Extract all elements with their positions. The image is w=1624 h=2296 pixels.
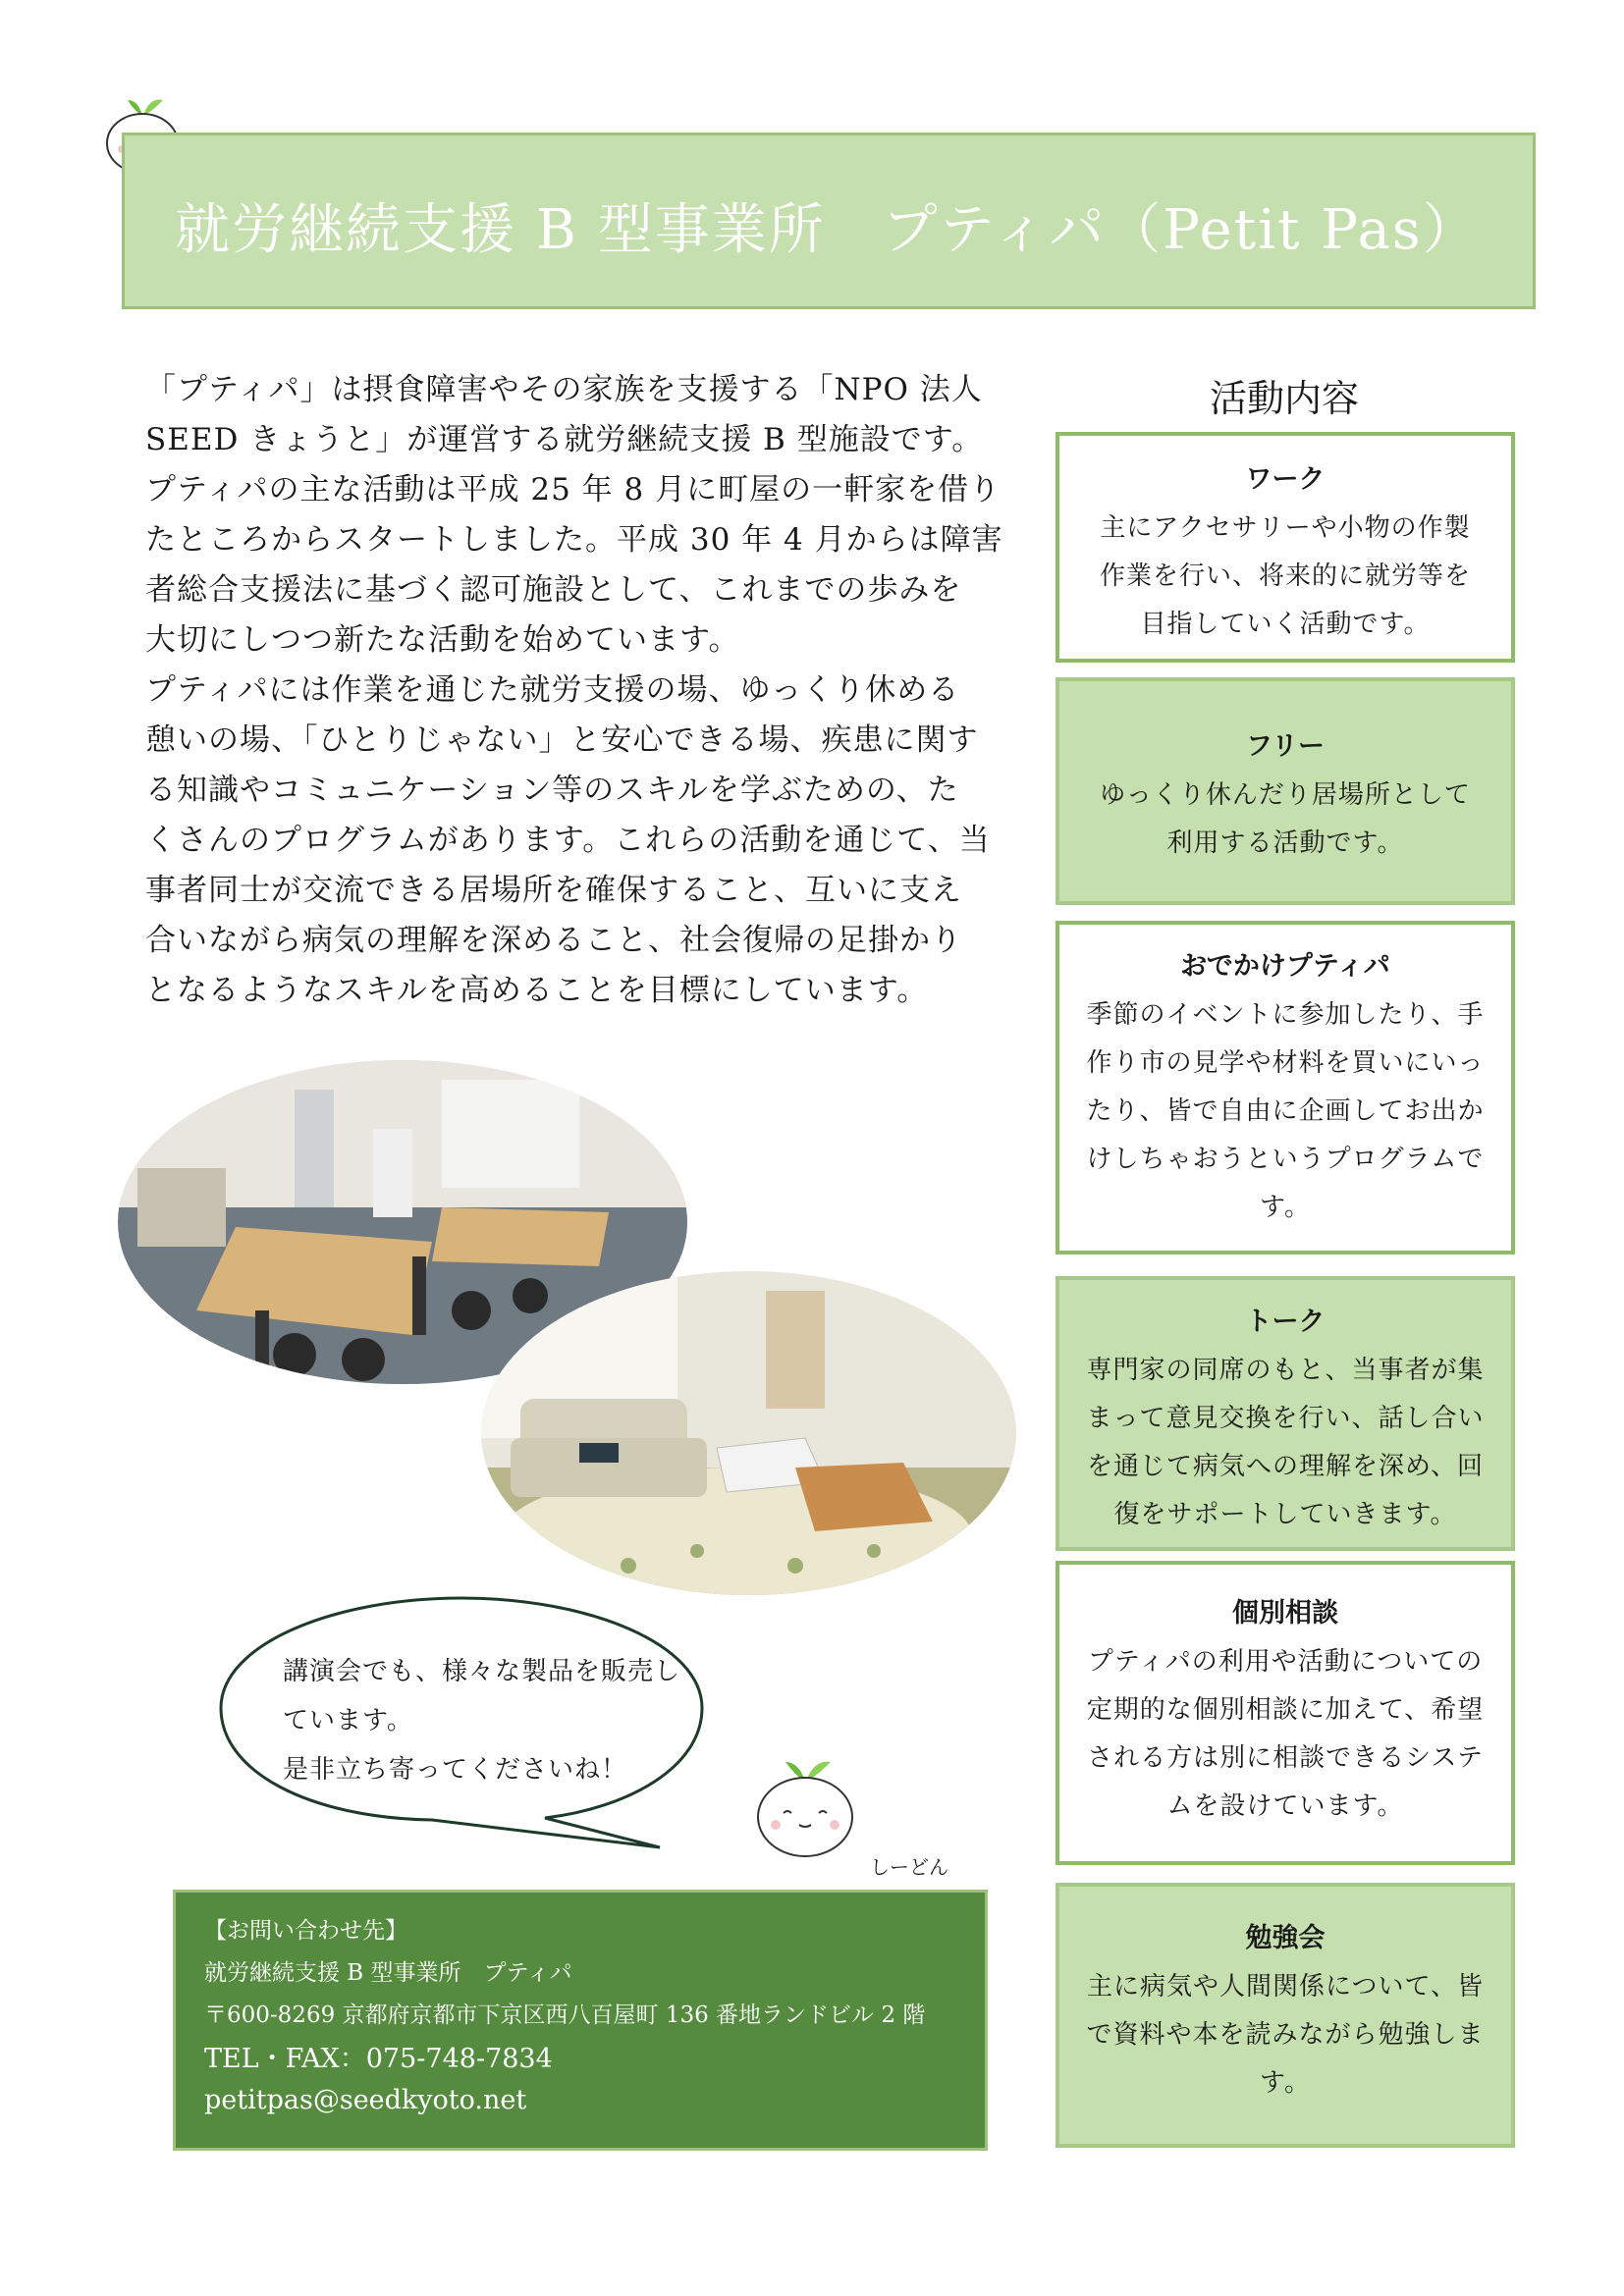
- intro-line: 大切にしつつ新たな活動を始めています。: [145, 622, 740, 658]
- contact-heading: 【お問い合わせ先】: [204, 1918, 407, 1944]
- intro-line: 「プティパ」は摂食障害やその家族を支援する「NPO 法人: [145, 372, 983, 407]
- activity-desc: 主に病気や人間関係について、皆: [1087, 1972, 1484, 2002]
- speech-line: 是非立ち寄ってくださいね！: [283, 1755, 628, 1785]
- speech-line: ています。: [283, 1706, 413, 1735]
- activity-desc: 定期的な個別相談に加えて、希望: [1086, 1695, 1485, 1725]
- activity-outing: [1056, 921, 1515, 1255]
- activity-talk: [1056, 1276, 1515, 1551]
- intro-line: SEED きょうと」が運営する就労継続支援 B 型施設です。: [145, 422, 984, 457]
- activity-heading: 活動内容: [1209, 377, 1359, 420]
- activity-desc: 復をサポートしていきます。: [1113, 1500, 1457, 1529]
- activity-title: トーク: [1245, 1307, 1326, 1337]
- activity-title: 個別相談: [1232, 1598, 1338, 1629]
- intro-line: となるようなスキルを高めることを目標にしています。: [145, 973, 929, 1008]
- activity-desc: される方は別に相談できるシステ: [1087, 1743, 1484, 1773]
- intro-line: たところからスタートしました。平成 30 年 4 月からは障害: [145, 522, 1003, 558]
- intro-line: プティパの主な活動は平成 25 年 8 月に町屋の一軒家を借り: [145, 472, 1001, 507]
- contact-tel: TEL・FAX：075-748-7834: [204, 2044, 553, 2074]
- speech-text: [283, 1647, 680, 1794]
- contact-org: 就労継続支援 B 型事業所 プティパ: [204, 1960, 572, 1986]
- activity-desc: まって意見交換を行い、話し合い: [1086, 1404, 1485, 1433]
- activity-desc: けしちゃおうというプログラムで: [1086, 1145, 1485, 1174]
- mascot-name: しーどん: [870, 1855, 948, 1879]
- mascot-icon: [746, 1752, 864, 1860]
- lounge-photo: [481, 1271, 1016, 1595]
- activity-study: [1056, 1883, 1515, 2148]
- activity-desc: プティパの利用や活動についての: [1087, 1647, 1484, 1677]
- activity-desc: 目指していく活動です。: [1140, 610, 1431, 639]
- activity-work: [1056, 432, 1515, 663]
- contact-email[interactable]: petitpas@seedkyoto.net: [204, 2085, 527, 2115]
- activity-desc: 作り市の見学や材料を買いにいっ: [1086, 1048, 1485, 1078]
- activity-title: 勉強会: [1245, 1923, 1326, 1953]
- activity-title: おでかけプティパ: [1180, 951, 1390, 982]
- activity-desc: を通じて病気への理解を深め、回: [1087, 1452, 1484, 1481]
- intro-line: 者総合支援法に基づく認可施設として、これまでの歩みを: [145, 572, 962, 608]
- intro-line: くさんのプログラムがあります。これらの活動を通じて、当: [145, 823, 991, 858]
- activity-desc: ムを設けています。: [1166, 1791, 1404, 1821]
- activity-desc: たり、皆で自由に企画してお出か: [1086, 1096, 1485, 1126]
- intro-line: プティパには作業を通じた就労支援の場、ゆっくり休める: [145, 672, 960, 708]
- activity-title: フリー: [1246, 731, 1325, 762]
- activity-desc: す。: [1260, 2068, 1311, 2098]
- intro-line: る知識やコミュニケーション等のスキルを学ぶための、た: [145, 773, 959, 808]
- intro-line: 合いながら病気の理解を深めること、社会復帰の足掛かり: [145, 923, 962, 958]
- activity-desc: 専門家の同席のもと、当事者が集: [1086, 1356, 1485, 1385]
- activity-desc: で資料や本を読みながら勉強しま: [1086, 2020, 1485, 2050]
- activity-desc: ゆっくり休んだり居場所として: [1100, 780, 1471, 810]
- speech-line: 講演会でも、様々な製品を販売し: [283, 1657, 681, 1686]
- intro-line: 事者同士が交流できる居場所を確保すること、互いに支え: [145, 873, 962, 908]
- activity-title: ワーク: [1245, 464, 1326, 495]
- activity-desc: 主にアクセサリーや小物の作製: [1100, 513, 1471, 543]
- activity-desc: 利用する活動です。: [1166, 828, 1404, 858]
- activity-consultation: [1056, 1561, 1515, 1865]
- activity-desc: 作業を行い、将来的に就労等を: [1099, 561, 1471, 591]
- intro-line: 憩いの場、「ひとりじゃない」と安心できる場、疾患に関す: [145, 722, 979, 758]
- activity-desc: 季節のイベントに参加したり、手: [1086, 1000, 1485, 1030]
- activity-desc: す。: [1260, 1193, 1311, 1222]
- page-title: 就労継続支援 B 型事業所 プティパ（Petit Pas）: [175, 198, 1480, 262]
- activity-free: [1056, 677, 1515, 905]
- contact-address: 〒600-8269 京都府京都市下京区西八百屋町 136 番地ランドビル 2 階: [204, 2002, 926, 2028]
